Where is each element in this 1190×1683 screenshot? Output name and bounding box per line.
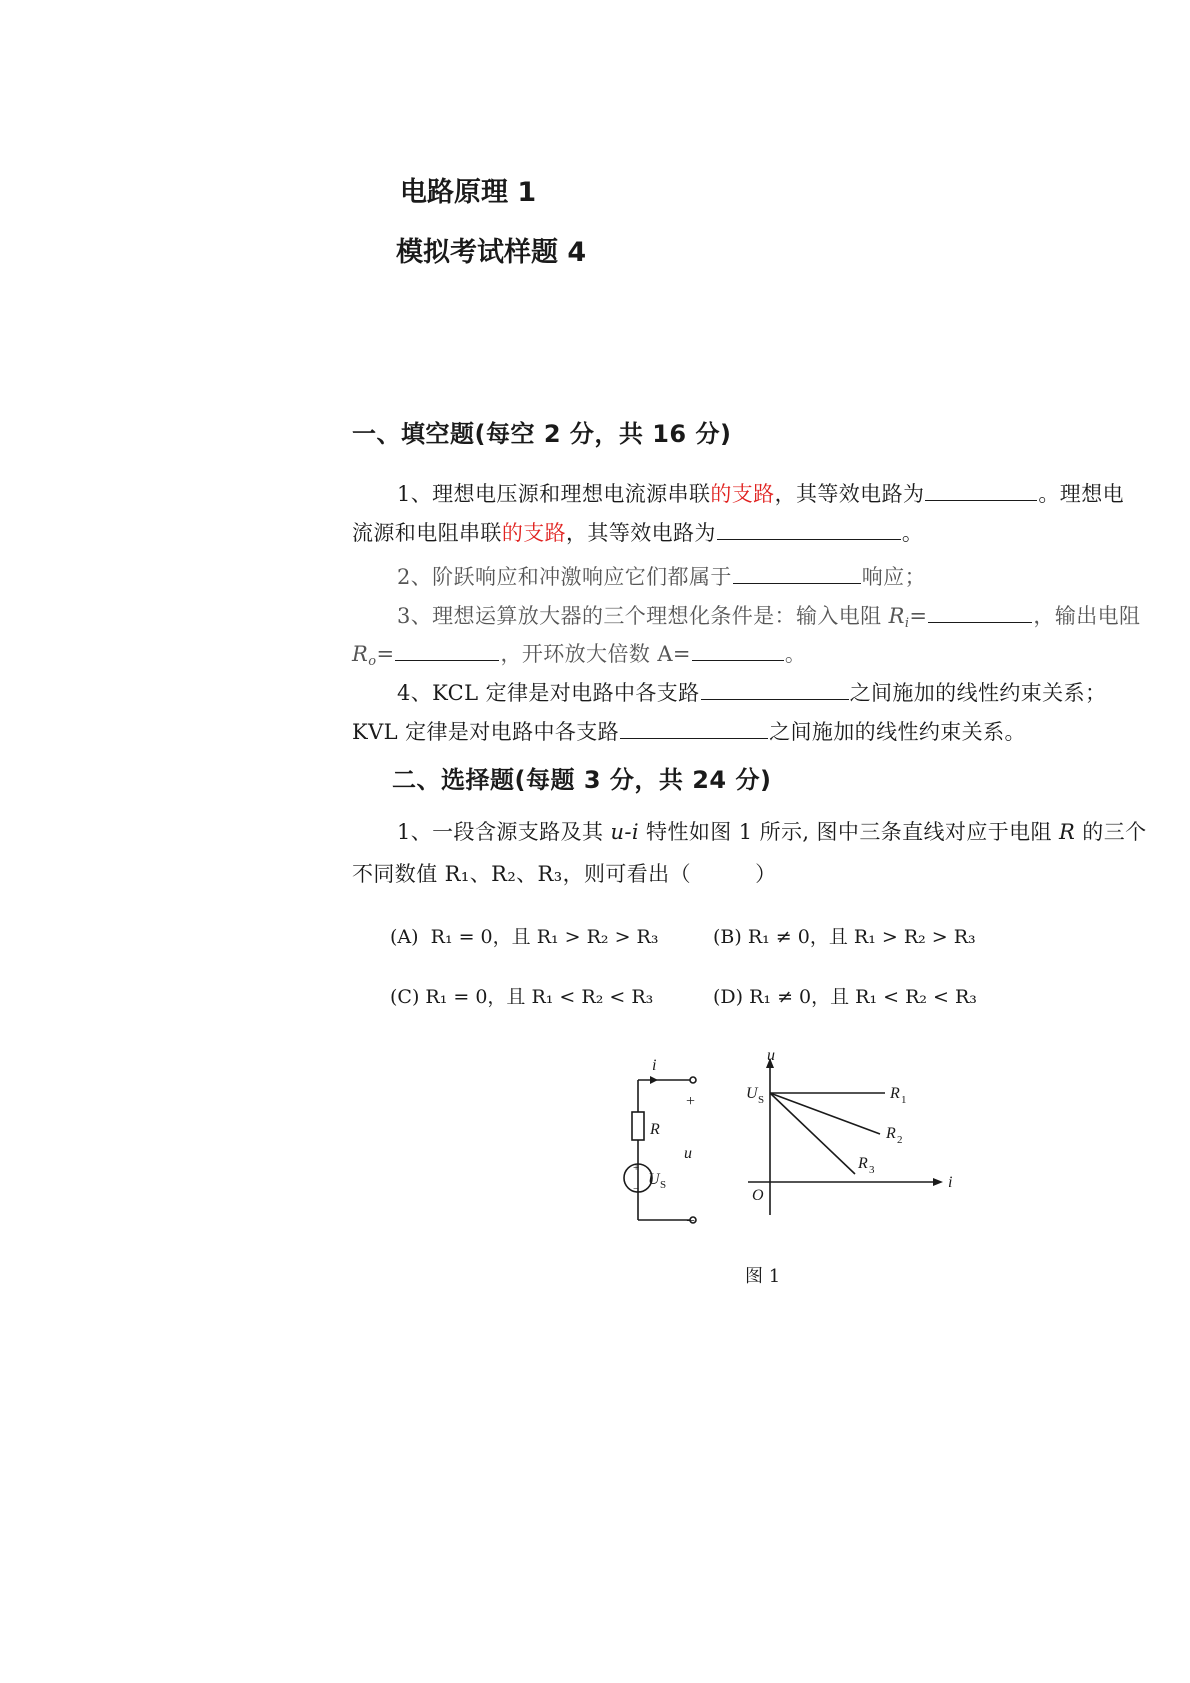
label-r3-sub: 3 <box>869 1164 875 1176</box>
label-r2: R <box>886 1125 896 1142</box>
q1-text-a: 1、理想电压源和理想电流源串联 <box>397 482 711 506</box>
q3-ri-symbol: R <box>888 604 905 628</box>
label-intercept-sub: S <box>758 1094 765 1106</box>
option-d-label: (D) <box>713 986 744 1008</box>
s2q1-line2: 不同数值 R₁、R₂、R₃，则可看出（ ） <box>352 862 777 886</box>
q3-line1 <box>397 600 1140 631</box>
label-src-plus: + <box>633 1162 640 1174</box>
s2q1-text-a: 1、一段含源支路及其 <box>397 820 611 844</box>
label-intercept: U <box>746 1085 758 1102</box>
q3-ri-eq: = <box>909 604 928 628</box>
option-b-text: R₁ ≠ 0，且 R₁ > R₂ > R₃ <box>747 926 976 948</box>
label-origin: O <box>752 1187 764 1204</box>
option-b[interactable] <box>713 922 976 949</box>
label-y-axis: u <box>767 1050 775 1064</box>
option-a-label: (A) <box>390 926 419 948</box>
label-src-minus: − <box>633 1183 640 1195</box>
q2-text-a: 2、阶跃响应和冲激响应它们都属于 <box>397 565 732 589</box>
q1-text-c: 。理想电 <box>1038 482 1124 506</box>
q1-blank-2[interactable] <box>717 521 901 540</box>
s2q1-r: R <box>1059 820 1076 844</box>
q1-text-d: 流源和电阻串联 <box>352 521 502 545</box>
q3-blank-ri[interactable] <box>928 604 1032 623</box>
label-source-sub: S <box>660 1179 667 1191</box>
line-r2 <box>770 1093 880 1134</box>
q3-ro-symbol: R <box>352 642 369 666</box>
q1-line2 <box>352 517 923 547</box>
option-d-text: R₁ ≠ 0，且 R₁ < R₂ < R₃ <box>749 986 977 1008</box>
s2q1-text-b: 特性如图 1 所示, 图中三条直线对应于电阻 <box>638 820 1059 844</box>
option-d[interactable] <box>713 982 977 1009</box>
s2q1-text-c: 的三个 <box>1075 820 1147 844</box>
q3-ro-sub: o <box>368 654 377 669</box>
q1-line1 <box>397 478 1124 508</box>
current-arrow-icon <box>650 1076 658 1084</box>
terminal-plus-icon <box>690 1077 696 1083</box>
q3-text-c: ，开环放大倍数 A= <box>500 642 691 666</box>
option-a-text: R₁ = 0，且 R₁ > R₂ > R₃ <box>430 926 659 948</box>
q3-ri-sub: i <box>904 616 910 631</box>
q3-text-d: 。 <box>784 642 807 666</box>
label-current: i <box>652 1057 657 1074</box>
label-r1: R <box>890 1085 900 1102</box>
doc-title: 电路原理 1 <box>400 177 537 208</box>
option-c-label: (C) <box>390 986 420 1008</box>
s2q1-line1 <box>397 816 1147 846</box>
q4-line1 <box>397 677 1106 707</box>
resistor-icon <box>632 1112 644 1140</box>
label-r2-sub: 2 <box>897 1134 903 1146</box>
q4-blank-2[interactable] <box>620 720 768 739</box>
q1-text-e: ，其等效电路为 <box>566 521 716 545</box>
q2-line <box>397 561 926 591</box>
option-c-text: R₁ = 0，且 R₁ < R₂ < R₃ <box>425 986 654 1008</box>
q2-blank[interactable] <box>733 565 861 584</box>
line-r3 <box>770 1093 855 1174</box>
ui-graph <box>748 1058 943 1215</box>
q4-text-b: 之间施加的线性约束关系； <box>849 681 1107 705</box>
section2-heading: 二、选择题(每题 3 分，共 24 分) <box>392 766 772 794</box>
figure-1 <box>600 1050 980 1230</box>
q3-text-a: 3、理想运算放大器的三个理想化条件是：输入电阻 <box>397 604 889 628</box>
q3-ro-eq: = <box>376 642 395 666</box>
option-c[interactable] <box>390 982 653 1009</box>
q3-line2 <box>352 638 806 669</box>
label-r3: R <box>858 1155 868 1172</box>
label-source: U <box>648 1171 660 1188</box>
label-resistor: R <box>650 1121 660 1138</box>
option-a[interactable] <box>390 922 658 949</box>
q1-red-a: 的支路 <box>710 482 775 506</box>
figure-caption: 图 1 <box>745 1266 781 1287</box>
label-x-axis: i <box>948 1174 953 1191</box>
q1-text-b: ，其等效电路为 <box>774 482 925 506</box>
q3-blank-ro[interactable] <box>395 642 499 661</box>
q4-text-c: KVL 定律是对电路中各支路 <box>352 720 620 744</box>
label-voltage: u <box>684 1145 692 1162</box>
option-b-label: (B) <box>713 926 742 948</box>
s2q1-ui: u-i <box>610 820 639 844</box>
section1-heading: 一、填空题(每空 2 分，共 16 分) <box>352 420 732 448</box>
q1-text-f: 。 <box>901 521 924 545</box>
q4-blank-1[interactable] <box>701 681 849 700</box>
q4-text-d: 之间施加的线性约束关系。 <box>769 720 1026 744</box>
doc-subtitle: 模拟考试样题 4 <box>396 237 587 268</box>
q4-line2 <box>352 716 1026 746</box>
q4-text-a: 4、KCL 定律是对电路中各支路 <box>397 681 700 705</box>
x-axis-arrow-icon <box>933 1178 943 1186</box>
label-minus: − <box>686 1213 696 1230</box>
q2-text-b: 响应； <box>861 565 926 589</box>
q3-blank-a[interactable] <box>692 642 784 661</box>
label-plus: + <box>686 1093 696 1110</box>
q1-blank-1[interactable] <box>925 482 1037 501</box>
q3-text-b: ，输出电阻 <box>1033 604 1141 628</box>
label-r1-sub: 1 <box>901 1094 907 1106</box>
q1-red-b: 的支路 <box>501 521 567 545</box>
